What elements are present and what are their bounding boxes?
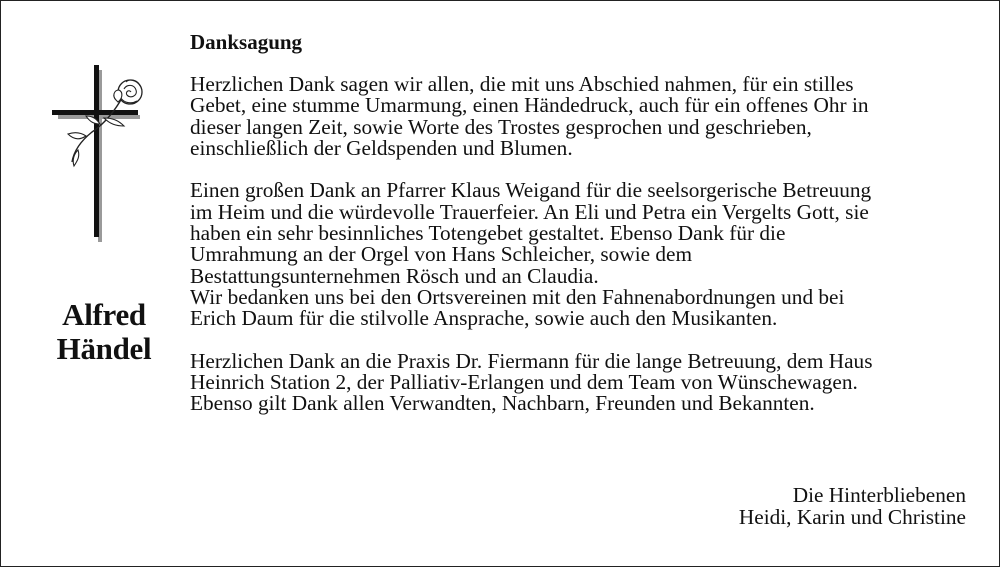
- notice-body: [190, 74, 970, 436]
- paragraph-2: [190, 180, 970, 329]
- paragraph-1: [190, 74, 970, 159]
- text-line: Einen großen Dank an Pfarrer Klaus Weigand für die seelsorgerische Betreuung: [190, 178, 872, 203]
- deceased-last-name: Händel: [56, 331, 152, 366]
- signature-line-1: Die Hinterbliebenen: [792, 483, 966, 507]
- deceased-name: [40, 298, 168, 366]
- text-line: Heinrich Station 2, der Palliativ-Erlangen und dem Team von Wünschewagen.: [190, 370, 858, 395]
- text-line: Herzlichen Dank an die Praxis Dr. Fiermann für die lange Betreuung, dem Haus: [190, 348, 873, 373]
- text-line: Erich Daum für die stilvolle Ansprache, sowie auch den Musikanten.: [190, 306, 778, 331]
- text-line: Umrahmung an der Orgel von Hans Schleicher, sowie dem: [190, 242, 693, 267]
- signature: [739, 484, 966, 528]
- text-line: im Heim und die würdevolle Trauerfeier. An Eli und Petra ein Vergelts Gott, sie: [190, 199, 869, 224]
- text-line: dieser langen Zeit, sowie Worte des Trostes gesprochen und geschrieben,: [190, 114, 812, 139]
- deceased-first-name: Alfred: [62, 297, 146, 332]
- text-line: Herzlichen Dank sagen wir allen, die mit uns Abschied nahmen, für ein stilles: [190, 72, 854, 96]
- text-line: Ebenso gilt Dank allen Verwandten, Nachbarn, Freunden und Bekannten.: [190, 391, 815, 416]
- text-line: haben ein sehr besinnliches Totengebet gestaltet. Ebenso Dank für die: [190, 221, 786, 246]
- text-line: Bestattungsunternehmen Rösch und an Claudia.: [190, 263, 599, 288]
- paragraph-3: [190, 348, 970, 416]
- signature-line-2: Heidi, Karin und Christine: [738, 505, 966, 529]
- cross-with-rose-icon: [44, 62, 154, 244]
- page-title: Danksagung: [190, 30, 303, 54]
- text-line: Wir bedanken uns bei den Ortsvereinen mit den Fahnenabordnungen und bei: [190, 284, 845, 309]
- text-line: Gebet, eine stumme Umarmung, einen Händedruck, auch für ein offenes Ohr in: [190, 93, 869, 118]
- text-line: einschließlich der Geldspenden und Blumen.: [190, 135, 573, 160]
